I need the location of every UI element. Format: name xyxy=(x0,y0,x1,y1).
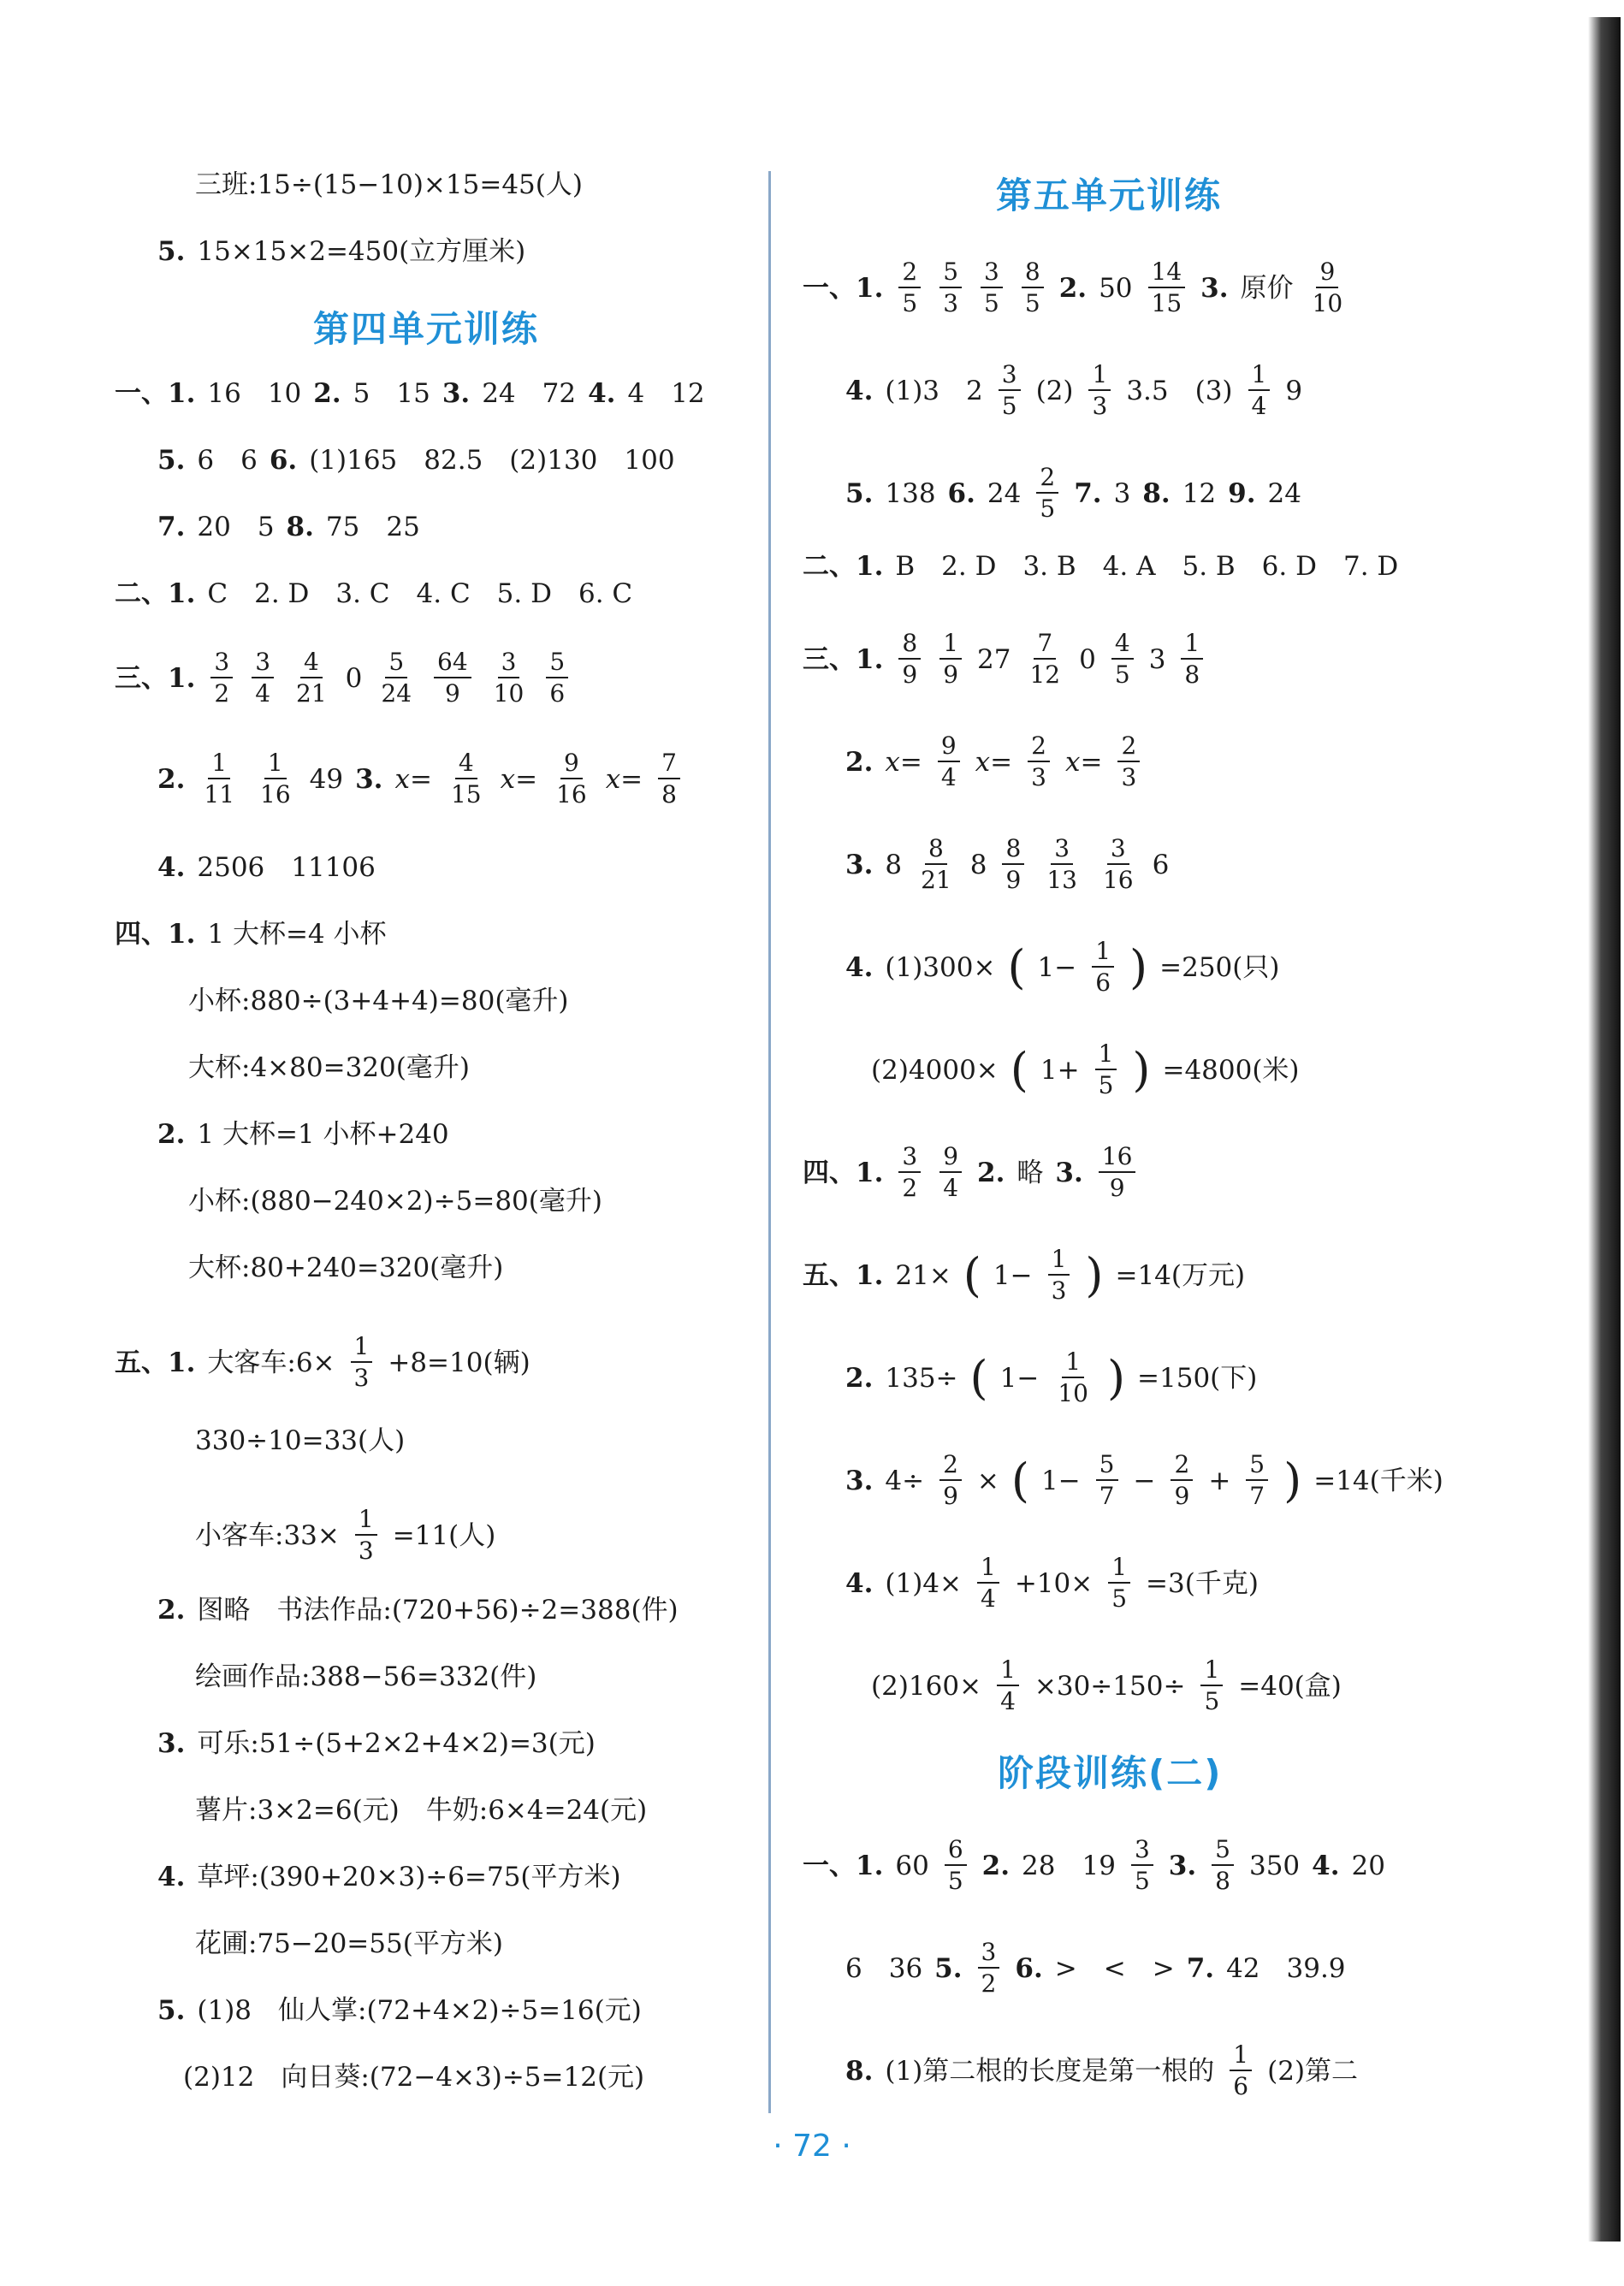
fraction: $\frac{3}{2}$ xyxy=(210,650,233,706)
fraction: $\frac{1}{3}$ xyxy=(355,1507,377,1563)
fraction: $\frac{1}{4}$ xyxy=(997,1658,1019,1714)
fraction: $\frac{1}{10}$ xyxy=(1058,1347,1088,1407)
answer-line: 4. (1)300× ( 1− $\frac{1}{6}$ ) =250(只) xyxy=(845,937,1280,997)
answer-line: 二、1. C 2. D 3. C 4. C 5. D 6. C xyxy=(115,578,633,609)
fraction: $\frac{16}{9}$ xyxy=(1099,1145,1136,1200)
fraction: $\frac{1}{16}$ xyxy=(260,749,291,808)
section-heading-unit4: 第四单元训练 xyxy=(313,308,540,350)
fraction: $\frac{2}{9}$ xyxy=(939,1453,962,1508)
answer-line: 4. (1)3 2 $\frac{3}{5}$ (2) $\frac{1}{3}$ 3.5 (3) $\frac{1}{4}$ 9 xyxy=(845,360,1303,420)
answer-line: 5. 138 6. 24 $\frac{2}{5}$ 7. 3 8. 12 9. 24 xyxy=(845,463,1301,523)
answer-line: 5. 6 6 6. (1)165 82.5 (2)130 100 xyxy=(157,445,675,476)
fraction: $\frac{9}{4}$ xyxy=(938,734,960,790)
answer-line: 大杯:4×80=320(毫升) xyxy=(188,1052,470,1083)
answer-line: 三、1. $\frac{8}{9}$ $\frac{1}{9}$ 27 $\frac{7}{12}$ 0 $\frac{4}{5}$ 3 $\frac{1}{8}$ xyxy=(803,631,1206,687)
answer-line: 一、1. 16 10 2. 5 15 3. 24 72 4. 4 12 xyxy=(115,378,705,409)
scan-edge-shadow xyxy=(1588,17,1621,2242)
fraction: $\frac{9}{4}$ xyxy=(939,1145,962,1200)
fraction: $\frac{1}{3}$ xyxy=(1088,363,1111,418)
fraction: $\frac{1}{6}$ xyxy=(1230,2043,1252,2099)
fraction: $\frac{8}{9}$ xyxy=(1002,837,1024,892)
fraction: $\frac{1}{5}$ xyxy=(1095,1042,1117,1098)
fraction: $\frac{8}{9}$ xyxy=(898,631,921,687)
fraction: $\frac{1}{11}$ xyxy=(204,749,235,808)
fraction: $\frac{8}{5}$ xyxy=(1022,260,1044,316)
answer-line: 小杯:(880−240×2)÷5=80(毫升) xyxy=(188,1186,602,1217)
answer-line: 3. 可乐:51÷(5+2×2+4×2)=3(元) xyxy=(157,1728,596,1759)
answer-line: 4. (1)4× $\frac{1}{4}$ +10× $\frac{1}{5}$ =3(千克) xyxy=(845,1553,1259,1613)
answer-line: 3. 8 $\frac{8}{21}$ 8 $\frac{8}{9}$ $\frac{3}{13}$ $\frac{3}{16}$ 6 xyxy=(845,834,1170,894)
fraction: $\frac{3}{16}$ xyxy=(1102,834,1134,894)
fraction: $\frac{1}{6}$ xyxy=(1092,939,1114,995)
section-heading-unit5: 第五单元训练 xyxy=(996,175,1223,216)
fraction: $\frac{3}{2}$ xyxy=(978,1940,1000,1996)
answer-line: 二、1. B 2. D 3. B 4. A 5. B 6. D 7. D xyxy=(803,551,1399,582)
fraction: $\frac{1}{3}$ xyxy=(1048,1247,1070,1303)
fraction: $\frac{14}{15}$ xyxy=(1148,260,1186,316)
column-divider xyxy=(768,171,771,2113)
fraction: $\frac{5}{6}$ xyxy=(546,650,568,706)
answer-line: 3. 4÷ $\frac{2}{9}$ × ( 1− $\frac{5}{7}$ − $\frac{2}{9}$ + $\frac{5}{7}$ ) =14(千米) xyxy=(845,1450,1443,1510)
answer-line: 8. (1)第二根的长度是第一根的 $\frac{1}{6}$ (2)第二 xyxy=(845,2040,1359,2100)
answer-line: 三班:15÷(15−10)×15=45(人) xyxy=(195,169,583,200)
fraction: $\frac{2}{3}$ xyxy=(1028,734,1050,790)
section-heading-stage2: 阶段训练(二) xyxy=(998,1752,1223,1794)
fraction: $\frac{5}{8}$ xyxy=(1212,1838,1234,1893)
fraction: $\frac{1}{8}$ xyxy=(1181,631,1203,687)
fraction: $\frac{1}{5}$ xyxy=(1108,1555,1130,1611)
fraction: $\frac{8}{21}$ xyxy=(921,834,951,894)
fraction: $\frac{5}{24}$ xyxy=(381,648,412,708)
answer-line: 6 36 5. $\frac{3}{2}$ 6. > < > 7. 42 39.9 xyxy=(845,1938,1346,1998)
fraction: $\frac{3}{5}$ xyxy=(1131,1838,1153,1893)
fraction: $\frac{2}{9}$ xyxy=(1171,1453,1193,1508)
answer-line: 一、1. 60 $\frac{6}{5}$ 2. 28 19 $\frac{3}{5}$ 3. $\frac{5}{8}$ 350 4. 20 xyxy=(803,1835,1385,1895)
answer-line: 4. 草坪:(390+20×3)÷6=75(平方米) xyxy=(157,1862,621,1892)
answer-line: 花圃:75−20=55(平方米) xyxy=(195,1928,503,1959)
fraction: $\frac{9}{10}$ xyxy=(1312,258,1343,317)
answer-line: 2. x= $\frac{9}{4}$ x= $\frac{2}{3}$ x= $\frac{2}{3}$ xyxy=(845,734,1143,790)
fraction: $\frac{6}{5}$ xyxy=(945,1838,967,1893)
answer-line: 大杯:80+240=320(毫升) xyxy=(188,1253,504,1283)
answer-line: 7. 20 5 8. 75 25 xyxy=(157,512,420,542)
answer-line: 2. 135÷ ( 1− $\frac{1}{10}$ ) =150(下) xyxy=(845,1347,1258,1407)
answer-line: 2. $\frac{1}{11}$ $\frac{1}{16}$ 49 3. x= $\frac{4}{15}$ x= $\frac{9}{16}$ x= $\frac{7}{8}$ xyxy=(157,751,684,807)
answer-line: 2. 1 大杯=1 小杯+240 xyxy=(157,1119,449,1150)
answer-line: 四、1. 1 大杯=4 小杯 xyxy=(115,919,387,950)
fraction: $\frac{1}{5}$ xyxy=(1200,1658,1223,1714)
fraction: $\frac{2}{5}$ xyxy=(1036,465,1058,521)
fraction: $\frac{1}{3}$ xyxy=(351,1335,373,1390)
answer-line: 小客车:33× $\frac{1}{3}$ =11(人) xyxy=(195,1505,496,1565)
answer-line: 5. 15×15×2=450(立方厘米) xyxy=(157,236,526,267)
fraction: $\frac{7}{8}$ xyxy=(658,751,680,807)
answer-line: 一、1. $\frac{2}{5}$ $\frac{5}{3}$ $\frac{3}{5}$ $\frac{8}{5}$ 2. 50 $\frac{14}{15}$ 3. 原价 $\frac{9}{10}$ xyxy=(803,260,1349,316)
answer-line: 五、1. 21× ( 1− $\frac{1}{3}$ ) =14(万元) xyxy=(803,1245,1246,1305)
fraction: $\frac{3}{5}$ xyxy=(981,260,1003,316)
fraction: $\frac{2}{3}$ xyxy=(1117,734,1140,790)
fraction: $\frac{5}{7}$ xyxy=(1096,1453,1118,1508)
fraction: $\frac{4}{21}$ xyxy=(296,648,327,708)
fraction: $\frac{9}{16}$ xyxy=(556,749,587,808)
answer-line: 330÷10=33(人) xyxy=(195,1425,406,1456)
answer-line: (2)160× $\frac{1}{4}$ ×30÷150÷ $\frac{1}{5}$ =40(盒) xyxy=(871,1655,1342,1715)
answer-line: (2)12 向日葵:(72−4×3)÷5=12(元) xyxy=(183,2062,645,2093)
fraction: $\frac{5}{7}$ xyxy=(1246,1453,1268,1508)
fraction: $\frac{4}{15}$ xyxy=(450,749,482,808)
fraction: $\frac{5}{3}$ xyxy=(939,260,962,316)
answer-line: 五、1. 大客车:6× $\frac{1}{3}$ +8=10(辆) xyxy=(115,1332,530,1392)
fraction: $\frac{1}{4}$ xyxy=(977,1555,999,1611)
answer-line: 2. 图略 书法作品:(720+56)÷2=388(件) xyxy=(157,1595,679,1626)
fraction: $\frac{7}{12}$ xyxy=(1029,629,1061,689)
answer-line: 三、1. $\frac{3}{2}$ $\frac{3}{4}$ $\frac{4}{21}$ 0 $\frac{5}{24}$ $\frac{64}{9}$ $\frac{3}{10}$ $\frac{5}{6}$ xyxy=(115,650,572,706)
fraction: $\frac{2}{5}$ xyxy=(898,260,921,316)
answer-line: 绘画作品:388−56=332(件) xyxy=(195,1661,537,1692)
answer-line: 小杯:880÷(3+4+4)=80(毫升) xyxy=(188,986,569,1016)
fraction: $\frac{1}{4}$ xyxy=(1248,363,1271,418)
fraction: $\frac{3}{13}$ xyxy=(1046,834,1077,894)
page-number: · 72 · xyxy=(773,2129,851,2164)
answer-line: 5. (1)8 仙人掌:(72+4×2)÷5=16(元) xyxy=(157,1995,642,2026)
answer-line: 薯片:3×2=6(元) 牛奶:6×4=24(元) xyxy=(195,1795,648,1826)
fraction: $\frac{3}{10}$ xyxy=(493,648,525,708)
fraction: $\frac{4}{5}$ xyxy=(1111,631,1134,687)
answer-line: (2)4000× ( 1+ $\frac{1}{5}$ ) =4800(米) xyxy=(871,1039,1300,1099)
fraction: $\frac{3}{2}$ xyxy=(898,1145,921,1200)
fraction: $\frac{3}{4}$ xyxy=(252,650,274,706)
answer-line: 四、1. $\frac{3}{2}$ $\frac{9}{4}$ 2. 略 3. $\frac{16}{9}$ xyxy=(803,1145,1139,1200)
answer-line: 4. 2506 11106 xyxy=(157,852,376,883)
fraction: $\frac{3}{5}$ xyxy=(999,363,1021,418)
fraction: $\frac{64}{9}$ xyxy=(434,650,471,706)
fraction: $\frac{1}{9}$ xyxy=(939,631,962,687)
